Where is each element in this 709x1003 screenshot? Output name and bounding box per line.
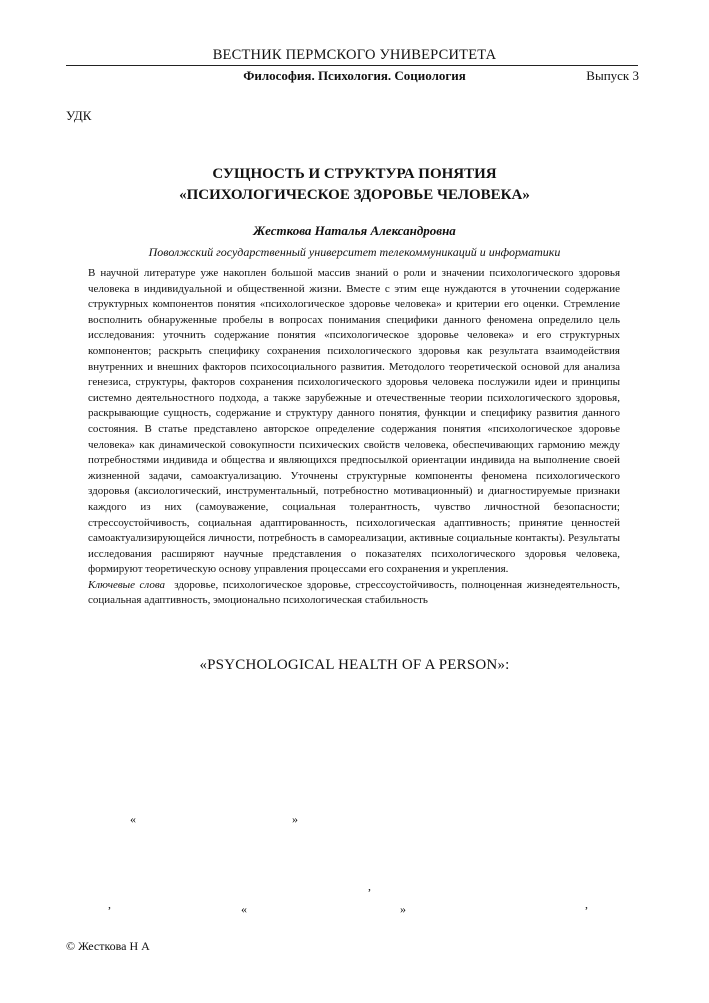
article-title-line-1: СУЩНОСТЬ И СТРУКТУРА ПОНЯТИЯ — [212, 166, 497, 182]
journal-name: ВЕСТНИК ПЕРМСКОГО УНИВЕРСИТЕТА — [212, 47, 497, 63]
quote-close-fragment: » — [400, 902, 406, 916]
udk-label: УДК — [66, 108, 92, 123]
keywords-text: здоровье, психологическое здоровье, стрессоустойчивость, полноценная жизнедеятельность, социальная адаптивность, эмоционально психологическая стабильность — [88, 578, 620, 607]
journal-section: Философия. Психология. Социология — [243, 68, 466, 83]
article-title-line-2: «ПСИХОЛОГИЧЕСКОЕ ЗДОРОВЬЕ ЧЕЛОВЕКА» — [179, 187, 530, 203]
article-title — [0, 164, 709, 206]
abstract — [88, 266, 620, 609]
keywords-label: Ключевые слова — [88, 578, 166, 591]
comma-fragment: , — [108, 897, 111, 911]
quote-close-fragment: » — [292, 812, 298, 826]
comma-fragment: , — [585, 897, 588, 911]
header-rule — [66, 65, 638, 66]
quote-open-fragment: « — [130, 812, 136, 826]
keywords — [88, 578, 620, 609]
quote-open-fragment: « — [241, 902, 247, 916]
comma-fragment: , — [368, 879, 371, 893]
author-affiliation: Поволжский государственный университет телекоммуникаций и информатики — [148, 245, 561, 259]
copyright: © Жесткова Н А — [66, 939, 150, 953]
abstract-text: В научной литературе уже накоплен большой массив знаний о роли и значении психологического здоровья человека в индивидуальной и общественной жизни. Вместе с этим еще нуждаются в уточнении содержание структурных компонентов понятия «психологическое здоровье человека» и критерии его оценки. Стремление восполнить обнаруженные пробелы в вопросах понимания специфики данного феномена определило цель исследования: уточнить содержание понятия «психологическое здоровье человека» и его структурных компонентов; раскрыть специфику сохранения психологического здоровья как результата взаимодействия внутренних и внешних факторов психосоциального развития. Методолого теоретической основой для анализа генезиса, структуры, факторов сохранения психологического здоровья человека послужили идеи и принципы системно деятельностного подхода, а также зарубежные и отечественные теории психологического здоровья, раскрывающие сущность, содержание и структуру данного понятия, функции и специфику развития данного состояния. В статье представлено авторское определение содержания понятия «психологическое здоровье человека» как динамической совокупности психических свойств человека, обеспечивающих гармонию между потребностями индивида и общества и являющихся предпосылкой ориентации индивида на выполнение своей жизненной задачи, самоактуализацию. Уточнены структурные компоненты феномена психологического здоровья (аксиологический, инструментальный, потребностно мотивационный) и диагностируемые признаки каждого из них (самоуважение, социальная толерантность, чувство личностной безопасности; стрессоустойчивость, социальная адаптированность, психологическая адаптивность; принятие ценностей самоактуализирующейся личности, потребность в самореализации, активные социальные контакты). Результаты исследования расширяют научные представления о показателях психологического здоровья человека, формируют теоретическую основу управления процессами его сохранения и укрепления. — [88, 267, 620, 576]
english-title: «PSYCHOLOGICAL HEALTH OF A PERSON»: — [199, 657, 510, 673]
issue-number: Выпуск 3 — [586, 68, 639, 83]
author-name: Жесткова Наталья Александровна — [253, 223, 456, 238]
